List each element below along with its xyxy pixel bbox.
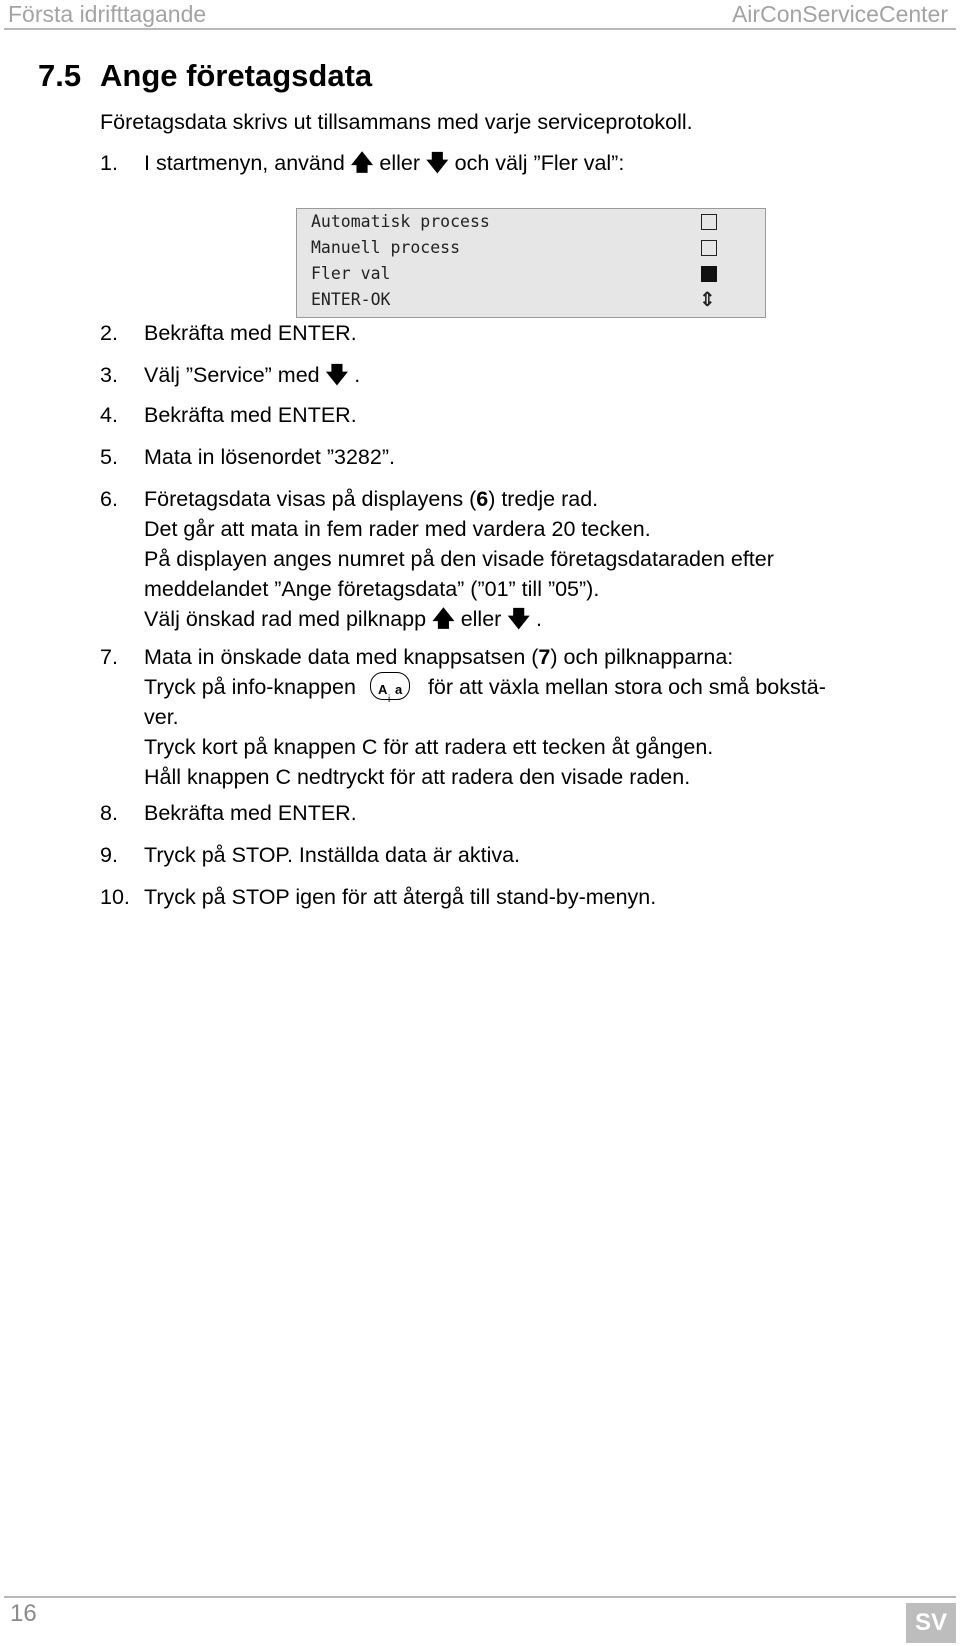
step-text-line: meddelandet ”Ange företagsdata” (”01” till ”05”). bbox=[144, 577, 600, 601]
step-number: 5. bbox=[100, 445, 118, 469]
page-number: 16 bbox=[10, 1600, 37, 1627]
down-arrow-icon: 🡇 bbox=[507, 606, 530, 631]
footer-rule bbox=[4, 1596, 956, 1598]
step-number: 2. bbox=[100, 321, 118, 345]
step-text-line: ver. bbox=[144, 705, 179, 729]
step-number: 6. bbox=[100, 487, 118, 511]
section-number: 7.5 bbox=[38, 58, 82, 93]
step-text-line: Mata in önskade data med knappsatsen (7) och pilknapparna: bbox=[144, 645, 734, 669]
callout-number: 6 bbox=[476, 487, 489, 511]
language-badge: SV bbox=[906, 1603, 956, 1643]
step-text: Bekräfta med ENTER. bbox=[144, 321, 357, 345]
checkbox-empty-icon bbox=[701, 240, 717, 256]
step-number: 8. bbox=[100, 801, 118, 825]
step-number: 9. bbox=[100, 843, 118, 867]
step-text: . bbox=[354, 363, 361, 387]
step-text: och välj ”Fler val”: bbox=[454, 151, 625, 175]
info-key-icon: A a i bbox=[370, 672, 410, 700]
step-text-line: På displayen anges numret på den visade företagsdataraden efter bbox=[144, 547, 774, 571]
step-text: eller bbox=[379, 151, 421, 175]
step-number: 10. bbox=[100, 885, 130, 909]
display-row-manual: Manuell process bbox=[311, 238, 461, 257]
step-text-line: Tryck kort på knappen C för att radera ett tecken åt gången. bbox=[144, 735, 714, 759]
step-text-line: Företagsdata visas på displayens (6) tredje rad. bbox=[144, 487, 599, 511]
up-arrow-icon: 🡅 bbox=[350, 150, 374, 175]
up-down-arrow-icon: ⇕ bbox=[699, 287, 716, 311]
step-text-line: Håll knappen C nedtryckt för att radera den visade raden. bbox=[144, 765, 691, 789]
step-text-line: Tryck på info-knappen A a i för att växla mellan stora och små bokstä- bbox=[144, 672, 954, 702]
header-chapter: Första idrifttagande bbox=[8, 1, 207, 27]
display-row-automatic: Automatisk process bbox=[311, 212, 490, 231]
step-number: 4. bbox=[100, 403, 118, 427]
step-text: I startmenyn, använd bbox=[144, 151, 345, 175]
step-text: Bekräfta med ENTER. bbox=[144, 801, 357, 825]
step-number: 1. bbox=[100, 151, 118, 175]
step-text: Tryck på STOP igen för att återgå till stand-by-menyn. bbox=[144, 885, 657, 909]
checkbox-empty-icon bbox=[701, 214, 717, 230]
step-text-line: Välj önskad rad med pilknapp 🡅 eller 🡇 . bbox=[144, 604, 954, 634]
step-text: Bekräfta med ENTER. bbox=[144, 403, 357, 427]
header-rule bbox=[4, 28, 956, 30]
display-row-enter-ok: ENTER-OK bbox=[311, 290, 391, 309]
step-text: Välj ”Service” med bbox=[144, 363, 320, 387]
display-row-more-options: Fler val bbox=[311, 264, 391, 283]
section-title: Ange företagsdata bbox=[100, 58, 373, 93]
step-text: Mata in lösenordet ”3282”. bbox=[144, 445, 395, 469]
step-number: 7. bbox=[100, 645, 118, 669]
display-screen bbox=[296, 208, 766, 318]
header-product: AirConServiceCenter bbox=[731, 1, 948, 27]
down-arrow-icon: 🡇 bbox=[325, 362, 349, 387]
step-text-line: Det går att mata in fem rader med vardera 20 tecken. bbox=[144, 517, 651, 541]
page-header bbox=[0, 0, 960, 30]
checkbox-filled-icon bbox=[701, 266, 717, 282]
up-arrow-icon: 🡅 bbox=[432, 606, 455, 631]
step-text: Tryck på STOP. Inställda data är aktiva. bbox=[144, 843, 521, 867]
step-number: 3. bbox=[100, 363, 118, 387]
intro-text: Företagsdata skrivs ut tillsammans med varje serviceprotokoll. bbox=[100, 110, 693, 134]
down-arrow-icon: 🡇 bbox=[426, 150, 449, 175]
callout-number: 7 bbox=[538, 645, 551, 669]
